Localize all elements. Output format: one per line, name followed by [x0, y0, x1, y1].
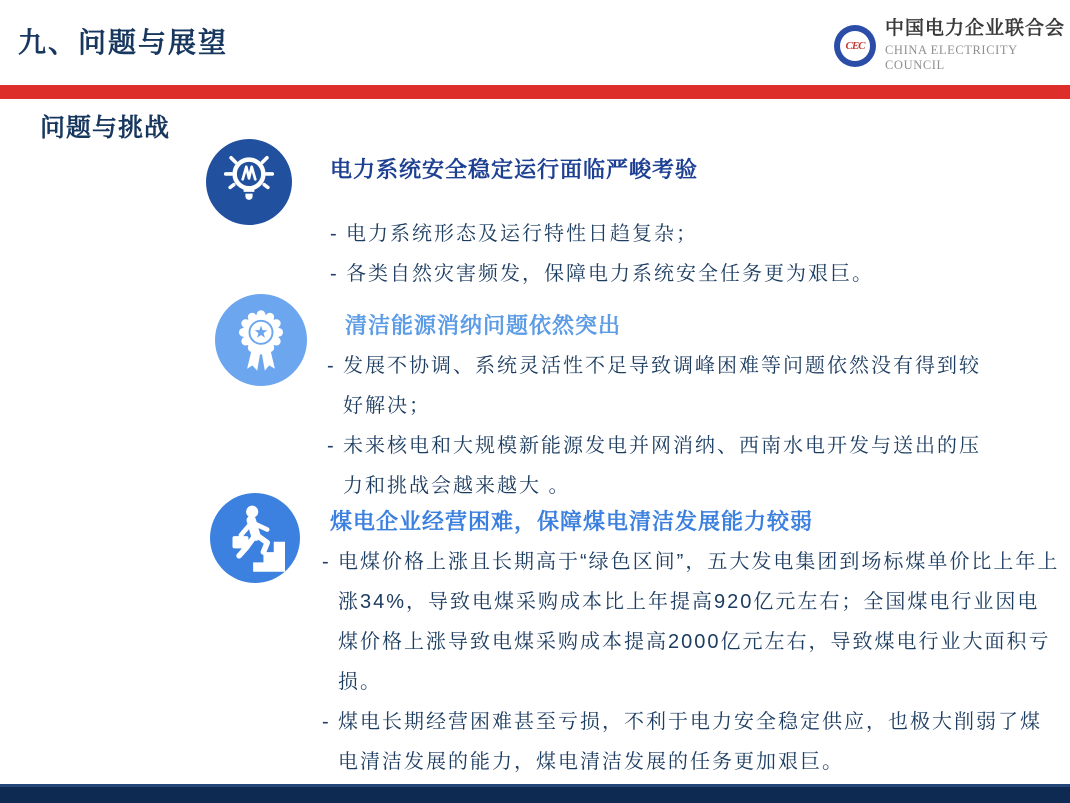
bullet-text: 电力系统形态及运行特性日趋复杂；: [346, 223, 698, 245]
bullet-text: 各类自然灾害频发，保障电力系统安全任务更为艰巨。: [346, 263, 874, 285]
page-title: 九、问题与展望: [18, 27, 229, 58]
list-item: [322, 542, 1060, 702]
award-medal-icon: [215, 294, 307, 386]
section-label: 问题与挑战: [40, 114, 171, 142]
list-item: [330, 254, 1006, 294]
cec-emblem-monogram: CEC: [845, 39, 865, 52]
bullet-text: 发展不协调、系统灵活性不足导致调峰困难等问题依然没有得到较好解决；: [343, 355, 981, 417]
section-clean-energy-consumption: [327, 312, 1003, 506]
bullet-text: 电煤价格上涨且长期高于“绿色区间”，五大发电集团到场标煤单价比上年上涨34%，导致电煤采购成本比上年提高920亿元左右；全国煤电行业因电煤价格上涨导致电煤采购成本提高2000亿元左右，导致煤电行业大面积亏损。: [338, 551, 1060, 693]
cec-logo-text: [885, 18, 1070, 73]
bullet-text: 未来核电和大规模新能源发电并网消纳、西南水电开发与送出的压力和挑战会越来越大 。: [343, 435, 981, 497]
cec-logo-name-en: CHINA ELECTRICITY COUNCIL: [885, 43, 1018, 72]
cec-logo: [834, 18, 1070, 73]
bullet-marker: -: [327, 355, 336, 377]
section-2-heading: 清洁能源消纳问题依然突出: [345, 313, 622, 338]
cec-emblem-inner: [840, 31, 870, 61]
cec-logo-name-cn: 中国电力企业联合会: [885, 18, 1066, 39]
list-item: [322, 702, 1060, 782]
section-3-heading: 煤电企业经营困难，保障煤电清洁发展能力较弱: [330, 509, 814, 534]
footer-navy-bar: [0, 784, 1070, 803]
section-power-system-security: [330, 156, 1006, 294]
cec-emblem-icon: [834, 25, 876, 67]
list-item: [327, 426, 1003, 506]
bullet-marker: -: [322, 551, 331, 573]
list-item: [327, 346, 1003, 426]
bullet-marker: -: [330, 223, 339, 245]
header-red-divider: [0, 85, 1070, 99]
bullet-marker: -: [322, 711, 331, 733]
list-item: [330, 214, 1006, 254]
section-1-heading: 电力系统安全稳定运行面临严峻考验: [330, 157, 699, 182]
bullet-marker: -: [330, 263, 339, 285]
lightbulb-icon: [206, 139, 292, 225]
section-coal-power-difficulty: [322, 508, 1060, 782]
career-climb-icon: [210, 493, 300, 583]
bullet-marker: -: [327, 435, 336, 457]
bullet-text: 煤电长期经营困难甚至亏损，不利于电力安全稳定供应，也极大削弱了煤电清洁发展的能力，煤电清洁发展的任务更加艰巨。: [338, 711, 1042, 773]
